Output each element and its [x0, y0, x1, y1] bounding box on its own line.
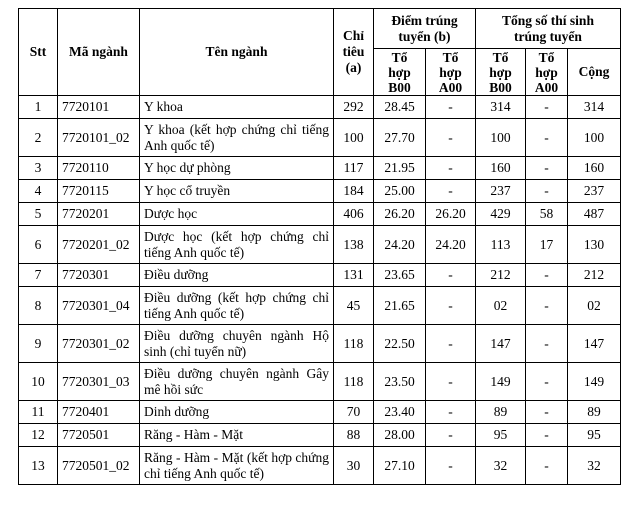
table-row — [19, 119, 621, 157]
cell-ma-nganh: 7720101_02 — [58, 119, 140, 157]
cell-cong: 95 — [568, 424, 621, 447]
cell-ts-b00: 237 — [476, 180, 526, 203]
cell-cong: 32 — [568, 447, 621, 485]
cell-ts-b00: 32 — [476, 447, 526, 485]
cell-ma-nganh: 7720115 — [58, 180, 140, 203]
cell-cong: 237 — [568, 180, 621, 203]
cell-diem-b00: 21.95 — [374, 157, 426, 180]
cell-ts-b00: 89 — [476, 401, 526, 424]
cell-ts-b00: 160 — [476, 157, 526, 180]
table-body — [19, 96, 621, 485]
cell-stt: 11 — [19, 401, 58, 424]
cell-ma-nganh: 7720401 — [58, 401, 140, 424]
cell-ts-b00: 113 — [476, 226, 526, 264]
cell-ten-nganh: Điều dưỡng (kết hợp chứng chỉ tiếng Anh quốc tế) — [140, 287, 334, 325]
cell-ts-b00: 212 — [476, 264, 526, 287]
cell-stt: 10 — [19, 363, 58, 401]
cell-cong: 130 — [568, 226, 621, 264]
table-row — [19, 264, 621, 287]
table-row — [19, 203, 621, 226]
cell-ma-nganh: 7720301_02 — [58, 325, 140, 363]
cell-stt: 3 — [19, 157, 58, 180]
cell-ts-a00: - — [526, 119, 568, 157]
cell-ma-nganh: 7720201_02 — [58, 226, 140, 264]
cell-chi-tieu: 406 — [334, 203, 374, 226]
cell-cong: 212 — [568, 264, 621, 287]
header-tong-so-thi-sinh: Tổng số thí sinh trúng tuyển — [476, 9, 621, 49]
table-row — [19, 325, 621, 363]
cell-diem-a00: - — [426, 264, 476, 287]
admission-table-container — [18, 8, 621, 485]
cell-diem-a00: - — [426, 447, 476, 485]
cell-chi-tieu: 138 — [334, 226, 374, 264]
cell-stt: 9 — [19, 325, 58, 363]
cell-chi-tieu: 184 — [334, 180, 374, 203]
cell-diem-b00: 28.45 — [374, 96, 426, 119]
cell-chi-tieu: 118 — [334, 325, 374, 363]
cell-diem-b00: 27.10 — [374, 447, 426, 485]
cell-ts-a00: 17 — [526, 226, 568, 264]
admission-results-table — [18, 8, 621, 485]
cell-cong: 02 — [568, 287, 621, 325]
cell-ma-nganh: 7720501_02 — [58, 447, 140, 485]
cell-ten-nganh: Răng - Hàm - Mặt — [140, 424, 334, 447]
cell-ma-nganh: 7720301_04 — [58, 287, 140, 325]
cell-diem-b00: 27.70 — [374, 119, 426, 157]
cell-ma-nganh: 7720110 — [58, 157, 140, 180]
cell-chi-tieu: 88 — [334, 424, 374, 447]
cell-stt: 5 — [19, 203, 58, 226]
cell-ts-a00: - — [526, 287, 568, 325]
cell-ts-a00: - — [526, 424, 568, 447]
cell-diem-a00: - — [426, 180, 476, 203]
cell-cong: 160 — [568, 157, 621, 180]
cell-stt: 2 — [19, 119, 58, 157]
cell-ten-nganh: Điều dưỡng chuyên ngành Gây mê hồi sức — [140, 363, 334, 401]
table-row — [19, 226, 621, 264]
header-diem-trung-tuyen: Điểm trúng tuyển (b) — [374, 9, 476, 49]
cell-stt: 13 — [19, 447, 58, 485]
table-header — [19, 9, 621, 96]
cell-ten-nganh: Dược học (kết hợp chứng chỉ tiếng Anh quốc tế) — [140, 226, 334, 264]
table-row — [19, 447, 621, 485]
cell-ts-a00: - — [526, 180, 568, 203]
cell-chi-tieu: 70 — [334, 401, 374, 424]
cell-ts-a00: - — [526, 325, 568, 363]
cell-ma-nganh: 7720101 — [58, 96, 140, 119]
cell-ten-nganh: Dinh dưỡng — [140, 401, 334, 424]
cell-ma-nganh: 7720201 — [58, 203, 140, 226]
header-ten-nganh: Tên ngành — [140, 9, 334, 96]
cell-diem-a00: - — [426, 401, 476, 424]
cell-diem-a00: - — [426, 96, 476, 119]
cell-diem-b00: 24.20 — [374, 226, 426, 264]
cell-diem-b00: 25.00 — [374, 180, 426, 203]
cell-ten-nganh: Răng - Hàm - Mặt (kết hợp chứng chỉ tiếng Anh quốc tế) — [140, 447, 334, 485]
cell-ts-a00: - — [526, 401, 568, 424]
header-ma-nganh: Mã ngành — [58, 9, 140, 96]
cell-diem-b00: 26.20 — [374, 203, 426, 226]
cell-diem-b00: 21.65 — [374, 287, 426, 325]
header-diem-a00: Tổ hợp A00 — [426, 49, 476, 96]
cell-diem-b00: 22.50 — [374, 325, 426, 363]
header-stt: Stt — [19, 9, 58, 96]
cell-stt: 8 — [19, 287, 58, 325]
cell-ten-nganh: Điều dưỡng — [140, 264, 334, 287]
cell-diem-a00: - — [426, 287, 476, 325]
cell-ts-a00: - — [526, 96, 568, 119]
cell-ma-nganh: 7720301 — [58, 264, 140, 287]
header-ts-a00: Tổ hợp A00 — [526, 49, 568, 96]
table-row — [19, 424, 621, 447]
cell-cong: 147 — [568, 325, 621, 363]
cell-diem-b00: 28.00 — [374, 424, 426, 447]
cell-diem-a00: - — [426, 424, 476, 447]
cell-stt: 12 — [19, 424, 58, 447]
cell-ten-nganh: Y học dự phòng — [140, 157, 334, 180]
cell-stt: 6 — [19, 226, 58, 264]
cell-ts-b00: 95 — [476, 424, 526, 447]
cell-chi-tieu: 118 — [334, 363, 374, 401]
cell-chi-tieu: 131 — [334, 264, 374, 287]
cell-chi-tieu: 45 — [334, 287, 374, 325]
header-diem-b00: Tổ hợp B00 — [374, 49, 426, 96]
cell-diem-a00: - — [426, 325, 476, 363]
cell-ts-b00: 429 — [476, 203, 526, 226]
cell-stt: 4 — [19, 180, 58, 203]
table-row — [19, 287, 621, 325]
cell-ten-nganh: Y khoa (kết hợp chứng chỉ tiếng Anh quốc tế) — [140, 119, 334, 157]
cell-diem-b00: 23.65 — [374, 264, 426, 287]
cell-diem-a00: - — [426, 157, 476, 180]
cell-diem-b00: 23.40 — [374, 401, 426, 424]
cell-ts-b00: 02 — [476, 287, 526, 325]
cell-cong: 89 — [568, 401, 621, 424]
cell-ts-a00: - — [526, 447, 568, 485]
cell-chi-tieu: 292 — [334, 96, 374, 119]
cell-ts-a00: - — [526, 157, 568, 180]
cell-ts-b00: 314 — [476, 96, 526, 119]
cell-ts-b00: 149 — [476, 363, 526, 401]
cell-cong: 100 — [568, 119, 621, 157]
cell-chi-tieu: 100 — [334, 119, 374, 157]
cell-ten-nganh: Điều dưỡng chuyên ngành Hộ sinh (chỉ tuyển nữ) — [140, 325, 334, 363]
cell-ts-a00: - — [526, 264, 568, 287]
cell-ten-nganh: Y học cổ truyền — [140, 180, 334, 203]
table-row — [19, 96, 621, 119]
table-row — [19, 180, 621, 203]
cell-chi-tieu: 117 — [334, 157, 374, 180]
cell-ts-b00: 147 — [476, 325, 526, 363]
header-ts-b00: Tổ hợp B00 — [476, 49, 526, 96]
cell-stt: 1 — [19, 96, 58, 119]
cell-diem-a00: 26.20 — [426, 203, 476, 226]
table-row — [19, 363, 621, 401]
cell-ma-nganh: 7720301_03 — [58, 363, 140, 401]
cell-diem-a00: - — [426, 363, 476, 401]
cell-ma-nganh: 7720501 — [58, 424, 140, 447]
table-row — [19, 157, 621, 180]
table-row — [19, 401, 621, 424]
cell-cong: 487 — [568, 203, 621, 226]
cell-ts-a00: - — [526, 363, 568, 401]
cell-cong: 149 — [568, 363, 621, 401]
cell-ten-nganh: Dược học — [140, 203, 334, 226]
cell-ts-b00: 100 — [476, 119, 526, 157]
header-chi-tieu: Chỉ tiêu (a) — [334, 9, 374, 96]
cell-diem-a00: - — [426, 119, 476, 157]
cell-stt: 7 — [19, 264, 58, 287]
cell-diem-a00: 24.20 — [426, 226, 476, 264]
header-cong: Cộng — [568, 49, 621, 96]
cell-ts-a00: 58 — [526, 203, 568, 226]
cell-diem-b00: 23.50 — [374, 363, 426, 401]
cell-ten-nganh: Y khoa — [140, 96, 334, 119]
cell-chi-tieu: 30 — [334, 447, 374, 485]
cell-cong: 314 — [568, 96, 621, 119]
